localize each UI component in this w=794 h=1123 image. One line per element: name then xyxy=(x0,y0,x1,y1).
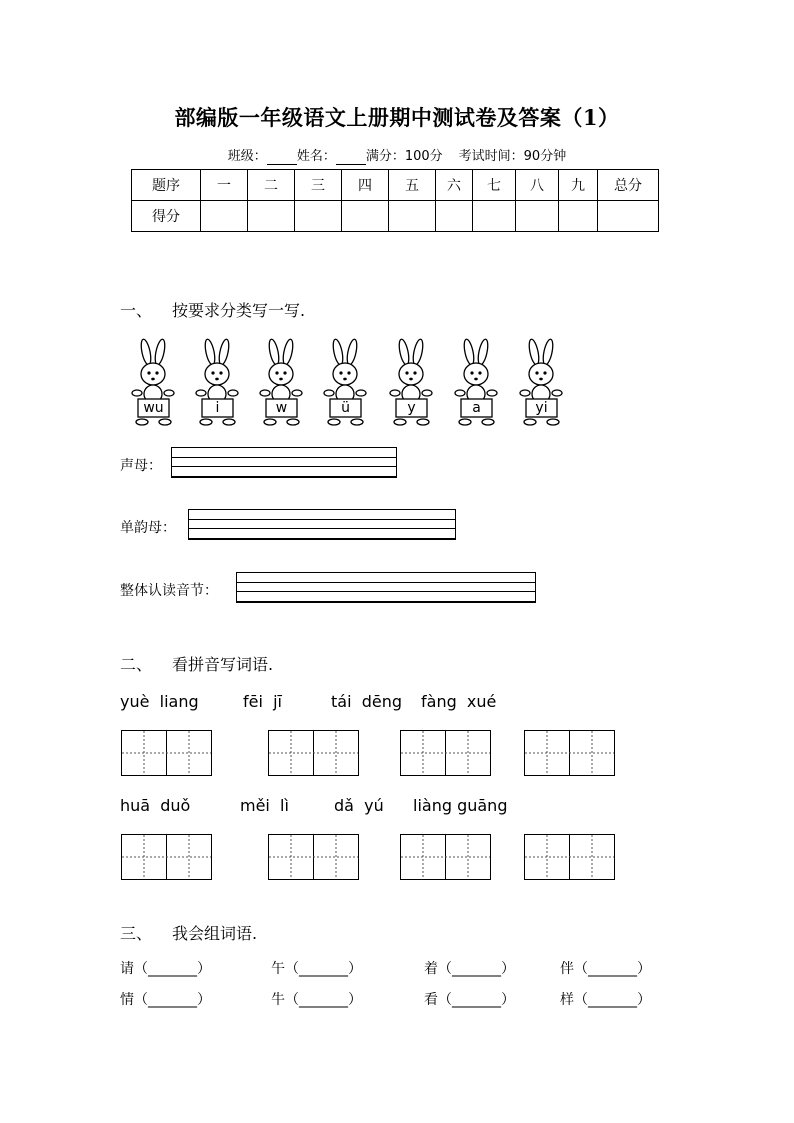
score-cell[interactable] xyxy=(473,201,516,232)
tianzige-grid[interactable] xyxy=(121,834,211,879)
word-item[interactable]: 请（_______） xyxy=(120,961,211,977)
score-cell[interactable] xyxy=(248,201,295,232)
word-item[interactable]: 午（_______） xyxy=(271,961,362,977)
tianzige-grid[interactable] xyxy=(400,730,490,775)
class-blank[interactable] xyxy=(267,149,297,165)
full-score: 满分：100分 xyxy=(365,149,443,164)
bunny-card xyxy=(192,338,244,428)
score-cell[interactable] xyxy=(436,201,473,232)
score-cell[interactable] xyxy=(201,201,248,232)
name-label: 姓名： xyxy=(296,149,336,164)
zhengti-write-box[interactable] xyxy=(236,572,536,603)
score-col: 五 xyxy=(389,170,436,201)
bunny-card-label: a xyxy=(472,400,481,416)
class-label: 班级： xyxy=(227,149,267,164)
page-title: 部编版一年级语文上册期中测试卷及答案（1） xyxy=(174,105,620,130)
bunny-card-label: wu xyxy=(143,400,164,416)
shengmu-label: 声母： xyxy=(120,458,162,474)
section3-number: 三、 xyxy=(120,924,153,943)
zhengti-label: 整体认读音节： xyxy=(120,583,218,599)
score-cell[interactable] xyxy=(295,201,342,232)
score-col: 四 xyxy=(342,170,389,201)
tianzige-grid[interactable] xyxy=(400,834,490,879)
score-col: 九 xyxy=(559,170,598,201)
bunny-card xyxy=(320,338,372,428)
bunny-card xyxy=(256,338,308,428)
section1-number: 一、 xyxy=(120,301,153,320)
score-table-row-header: 题序 xyxy=(132,170,201,201)
bunny-card xyxy=(386,338,438,428)
bunny-card xyxy=(516,338,568,428)
score-col: 八 xyxy=(516,170,559,201)
section1-heading xyxy=(120,298,305,321)
word-item[interactable]: 伴（_______） xyxy=(560,961,651,977)
score-table-header-row xyxy=(132,170,659,201)
word-item[interactable]: 情（_______） xyxy=(120,992,211,1008)
pinyin-taideng: tái dēng xyxy=(331,692,402,711)
pinyin-huaduo: huā duǒ xyxy=(120,796,191,815)
word-item[interactable]: 看（_______） xyxy=(424,992,515,1008)
section3-title: 我会组词语. xyxy=(172,924,258,943)
pinyin-liangguang: liàng guāng xyxy=(413,796,508,815)
danyunmu-label: 单韵母： xyxy=(120,520,176,536)
section2-title: 看拼音写词语. xyxy=(172,655,274,674)
section2-number: 二、 xyxy=(120,655,153,674)
score-cell[interactable] xyxy=(389,201,436,232)
danyunmu-write-box[interactable] xyxy=(188,509,456,540)
shengmu-write-box[interactable] xyxy=(171,447,397,478)
bunny-card xyxy=(128,338,180,428)
pinyin-fangxue: fàng xué xyxy=(421,692,497,711)
bunny-card-label: yi xyxy=(535,400,548,416)
score-table-score-label: 得分 xyxy=(132,201,201,232)
score-col: 三 xyxy=(295,170,342,201)
score-table-score-row xyxy=(132,201,659,232)
pinyin-dayu: dǎ yú xyxy=(334,796,384,815)
pinyin-yueliang: yuè liang xyxy=(120,692,199,711)
score-cell[interactable] xyxy=(559,201,598,232)
score-col-total: 总分 xyxy=(598,170,659,201)
section2-heading xyxy=(120,652,273,675)
score-cell[interactable] xyxy=(516,201,559,232)
score-col: 二 xyxy=(248,170,295,201)
tianzige-grid[interactable] xyxy=(121,730,211,775)
tianzige-grid[interactable] xyxy=(268,834,358,879)
score-col: 一 xyxy=(201,170,248,201)
bunny-card-label: y xyxy=(407,400,416,416)
section1-title: 按要求分类写一写. xyxy=(172,301,306,320)
exam-time: 考试时间：90分钟 xyxy=(458,149,567,164)
bunny-card-label: ü xyxy=(341,400,350,416)
tianzige-grid[interactable] xyxy=(524,730,614,775)
tianzige-grid[interactable] xyxy=(268,730,358,775)
name-blank[interactable] xyxy=(336,149,366,165)
bunny-card-label: i xyxy=(215,400,220,416)
exam-info xyxy=(0,145,794,165)
pinyin-feiji: fēi jī xyxy=(243,692,282,711)
score-col: 六 xyxy=(436,170,473,201)
bunny-card xyxy=(451,338,503,428)
score-table xyxy=(131,169,659,232)
score-cell[interactable] xyxy=(342,201,389,232)
word-item[interactable]: 牛（_______） xyxy=(271,992,362,1008)
score-cell[interactable] xyxy=(598,201,659,232)
word-item[interactable]: 着（_______） xyxy=(424,961,515,977)
pinyin-meili: měi lì xyxy=(240,796,289,815)
section3-heading xyxy=(120,921,257,944)
score-col: 七 xyxy=(473,170,516,201)
word-item[interactable]: 样（_______） xyxy=(560,992,651,1008)
bunny-card-label: w xyxy=(275,400,288,416)
tianzige-grid[interactable] xyxy=(524,834,614,879)
